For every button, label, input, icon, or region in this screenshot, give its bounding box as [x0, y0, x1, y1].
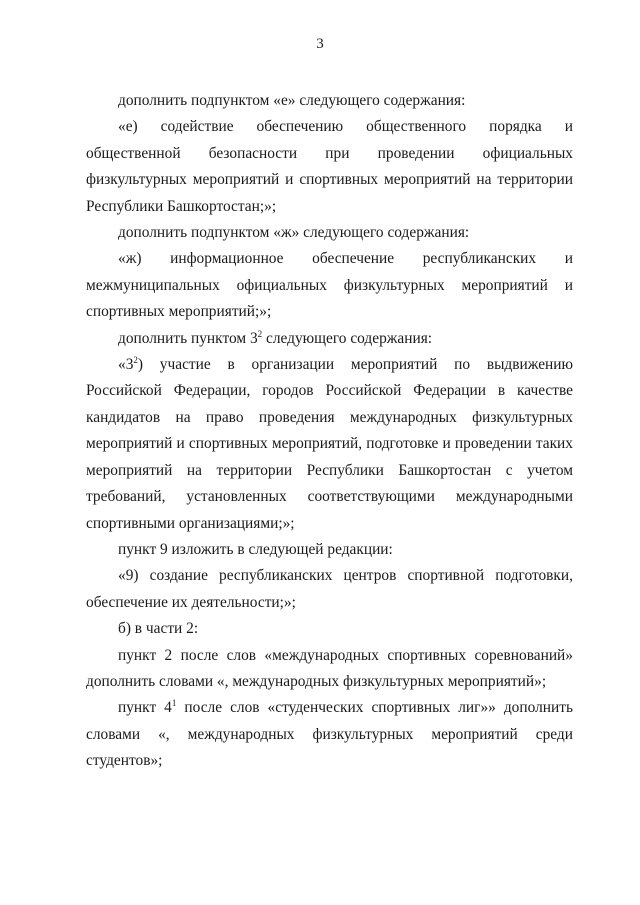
- document-body: [86, 88, 573, 775]
- item-text-end: после слов «студенческих спортивных лиг»» дополнить словами «, международных физкультурных мероприятий среди студентов»;: [86, 699, 573, 770]
- paragraph-item-9-edit: пункт 9 изложить в следующей редакции:: [118, 540, 393, 558]
- add-item-text-end: следующего содержания:: [262, 329, 433, 347]
- item-text: пункт 4: [118, 699, 172, 717]
- add-item-text: дополнить пунктом 3: [118, 329, 258, 347]
- superscript: 1: [171, 698, 177, 709]
- paragraph-part-2: б) в части 2:: [118, 620, 199, 638]
- superscript: 2: [133, 355, 138, 366]
- paragraph-add-subitem-zh: дополнить подпунктом «ж» следующего содержания:: [118, 224, 470, 242]
- item-text: ) участие в организации мероприятий по выдвижению Российской Федерации, городов Российской Федерации в качестве кандидатов на право проведения международных физкультурных мероприятий и спортивных мероприятий, подготовке и проведении таких мероприятий на территории Республики Башкортостан с учетом требований, установленных соответствующими международными спортивными организациями;»;: [86, 356, 573, 532]
- paragraph-add-subitem-e: дополнить подпунктом «е» следующего содержания:: [118, 92, 466, 109]
- subitem-zh-line-3: спортивных мероприятий;»;: [86, 303, 272, 321]
- subitem-zh-line-1: «ж) информационное обеспечение республиканских и: [118, 250, 573, 268]
- item-open: «3: [118, 356, 134, 374]
- subitem-zh-line-2: межмуниципальных официальных физкультурных мероприятий и: [86, 276, 573, 294]
- paragraph-item-4-1-amend: [86, 695, 573, 774]
- paragraph-subitem-zh-text: [86, 246, 573, 325]
- page-number: 3: [316, 36, 324, 52]
- paragraph-subitem-e-text: «е) содействие обеспечению общественного порядка и общественной безопасности при проведении официальных физкультурных мероприятий и спортивных мероприятий на территории Республики Башкортостан;»;: [86, 118, 573, 215]
- superscript: 2: [257, 328, 263, 339]
- paragraph-add-item-3-2: [86, 326, 573, 352]
- paragraph-item-3-2-text: [86, 352, 573, 537]
- paragraph-item-9-text: «9) создание республиканских центров спортивной подготовки, обеспечение их деятельности;»;: [86, 567, 573, 611]
- paragraph-item-2-amend: пункт 2 после слов «международных спортивных соревнований» дополнить словами «, международных физкультурных мероприятий»;: [86, 646, 573, 690]
